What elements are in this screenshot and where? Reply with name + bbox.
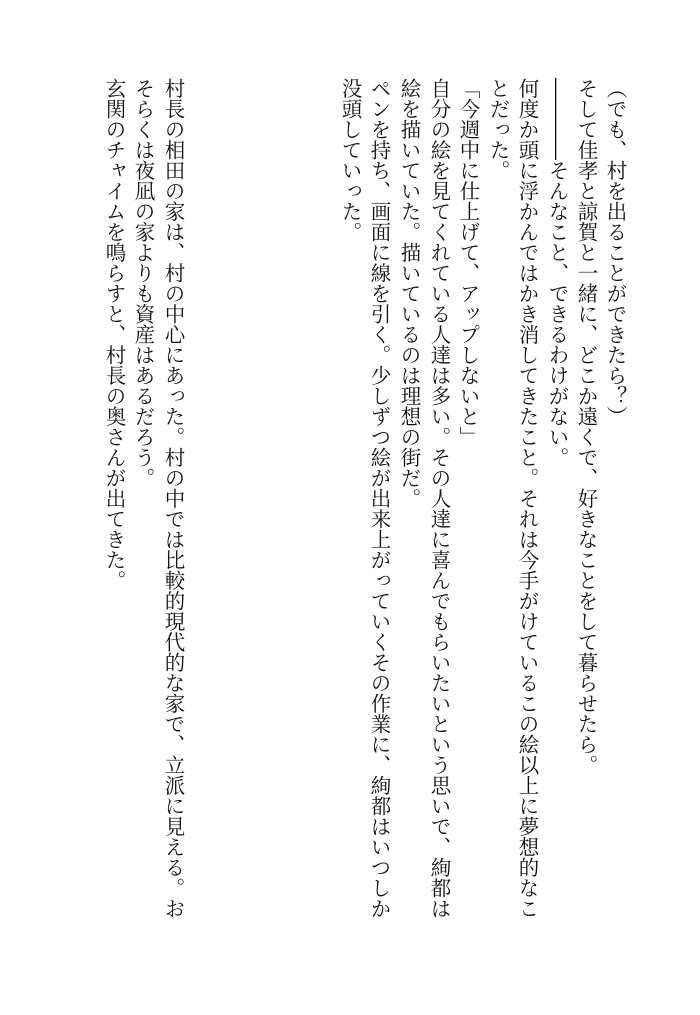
text-column: ――――そんなこと、できるわけがない。 <box>545 78 569 468</box>
text-column: 絵を描いていた。描いているのは理想の街だ。 <box>397 78 421 509</box>
text-column: そして佳孝と諒賀と一緒に、どこか遠くで、好きなことをして暮らせたら。 <box>574 78 598 775</box>
text-column: 「今週中に仕上げて、アップしないと」 <box>456 78 480 447</box>
text-column: 自分の絵を見てくれている人達は多い。その人達に喜んでもらいたいという思いで、絢都は <box>427 78 451 919</box>
text-column: 玄関のチャイムを鳴らすと、村長の奥さんが出てきた。 <box>102 78 126 591</box>
text-column: そらくは夜凪の家よりも資産はあるだろう。 <box>131 78 155 488</box>
text-column: 村長の相田の家は、村の中心にあった。村の中では比較的現代的な家で、立派に見える。お <box>161 78 185 919</box>
text-column: 何度か頭に浮かんではかき消してきたこと。それは今手がけているこの絵以上に夢想的なこ <box>515 78 539 919</box>
text-column: （でも、村を出ることができたら？） <box>603 78 627 427</box>
text-column: 没頭していった。 <box>338 78 362 242</box>
text-column: とだった。 <box>486 78 510 181</box>
text-column: ペンを持ち、画面に線を引く。少しずつ絵が出来上がっていくその作業に、絢都はいつしか <box>367 78 391 919</box>
